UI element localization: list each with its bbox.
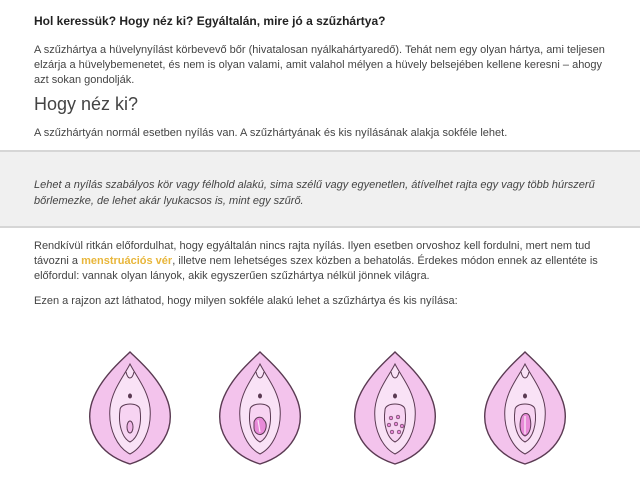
illustration-caption: Ezen a rajzon azt láthatod, hogy milyen sokféle alakú lehet a szűzhártya és kis nyílása:: [34, 295, 458, 307]
intro-paragraph: A szűzhártya a hüvelynyílást körbevevő bőr (hivatalosan nyálkahártyaredő). Tehát nem egy olyan hártya, ami teljesen elzárja a hüvelybemenetet, és nem is olyan valami, amit valahol mélyen a hüvely belsejében kellene keresni – ahogy azt sokan gondolják.: [34, 44, 605, 86]
hymen-illustration-1: [82, 350, 178, 468]
pull-quote: [0, 150, 640, 228]
hymen-illustration-3: [347, 350, 443, 468]
paragraph-text-start: Rendkívül ritkán előfordulhat, hogy egyáltalán nincs rajta nyílás. Ilyen esetben orvoshoz kell fordulni, mert nem tud távozni a: [34, 240, 591, 267]
paragraph-no-opening: [34, 239, 624, 284]
pull-quote-text: Lehet a nyílás szabályos kör vagy félhold alakú, sima szélű vagy egyenetlen, átívelhet rajta egy vagy több húrszerű bőrlemezke, de lehet akár lyukacsos is, mint egy szűrő.: [34, 179, 595, 207]
hymen-illustration-4: [477, 350, 573, 468]
paragraph-text-end: , illetve nem lehetséges szex közben a behatolás. Érdekes módon ennek az ellentéte is előfordul: vannak olyan lányok, akik egyszerűen szűzhártya nélkül jönnek világra.: [34, 255, 598, 282]
section-title: Hogy néz ki?: [34, 94, 139, 114]
menstrual-blood-link[interactable]: menstruációs vér: [81, 255, 173, 267]
section-paragraph: A szűzhártyán normál esetben nyílás van. A szűzhártyának és kis nyílásának alakja sokféle lehet.: [34, 127, 508, 139]
lead-question: Hol keressük? Hogy néz ki? Egyáltalán, mire jó a szűzhártya?: [34, 14, 386, 28]
hymen-illustration-2: [212, 350, 308, 468]
